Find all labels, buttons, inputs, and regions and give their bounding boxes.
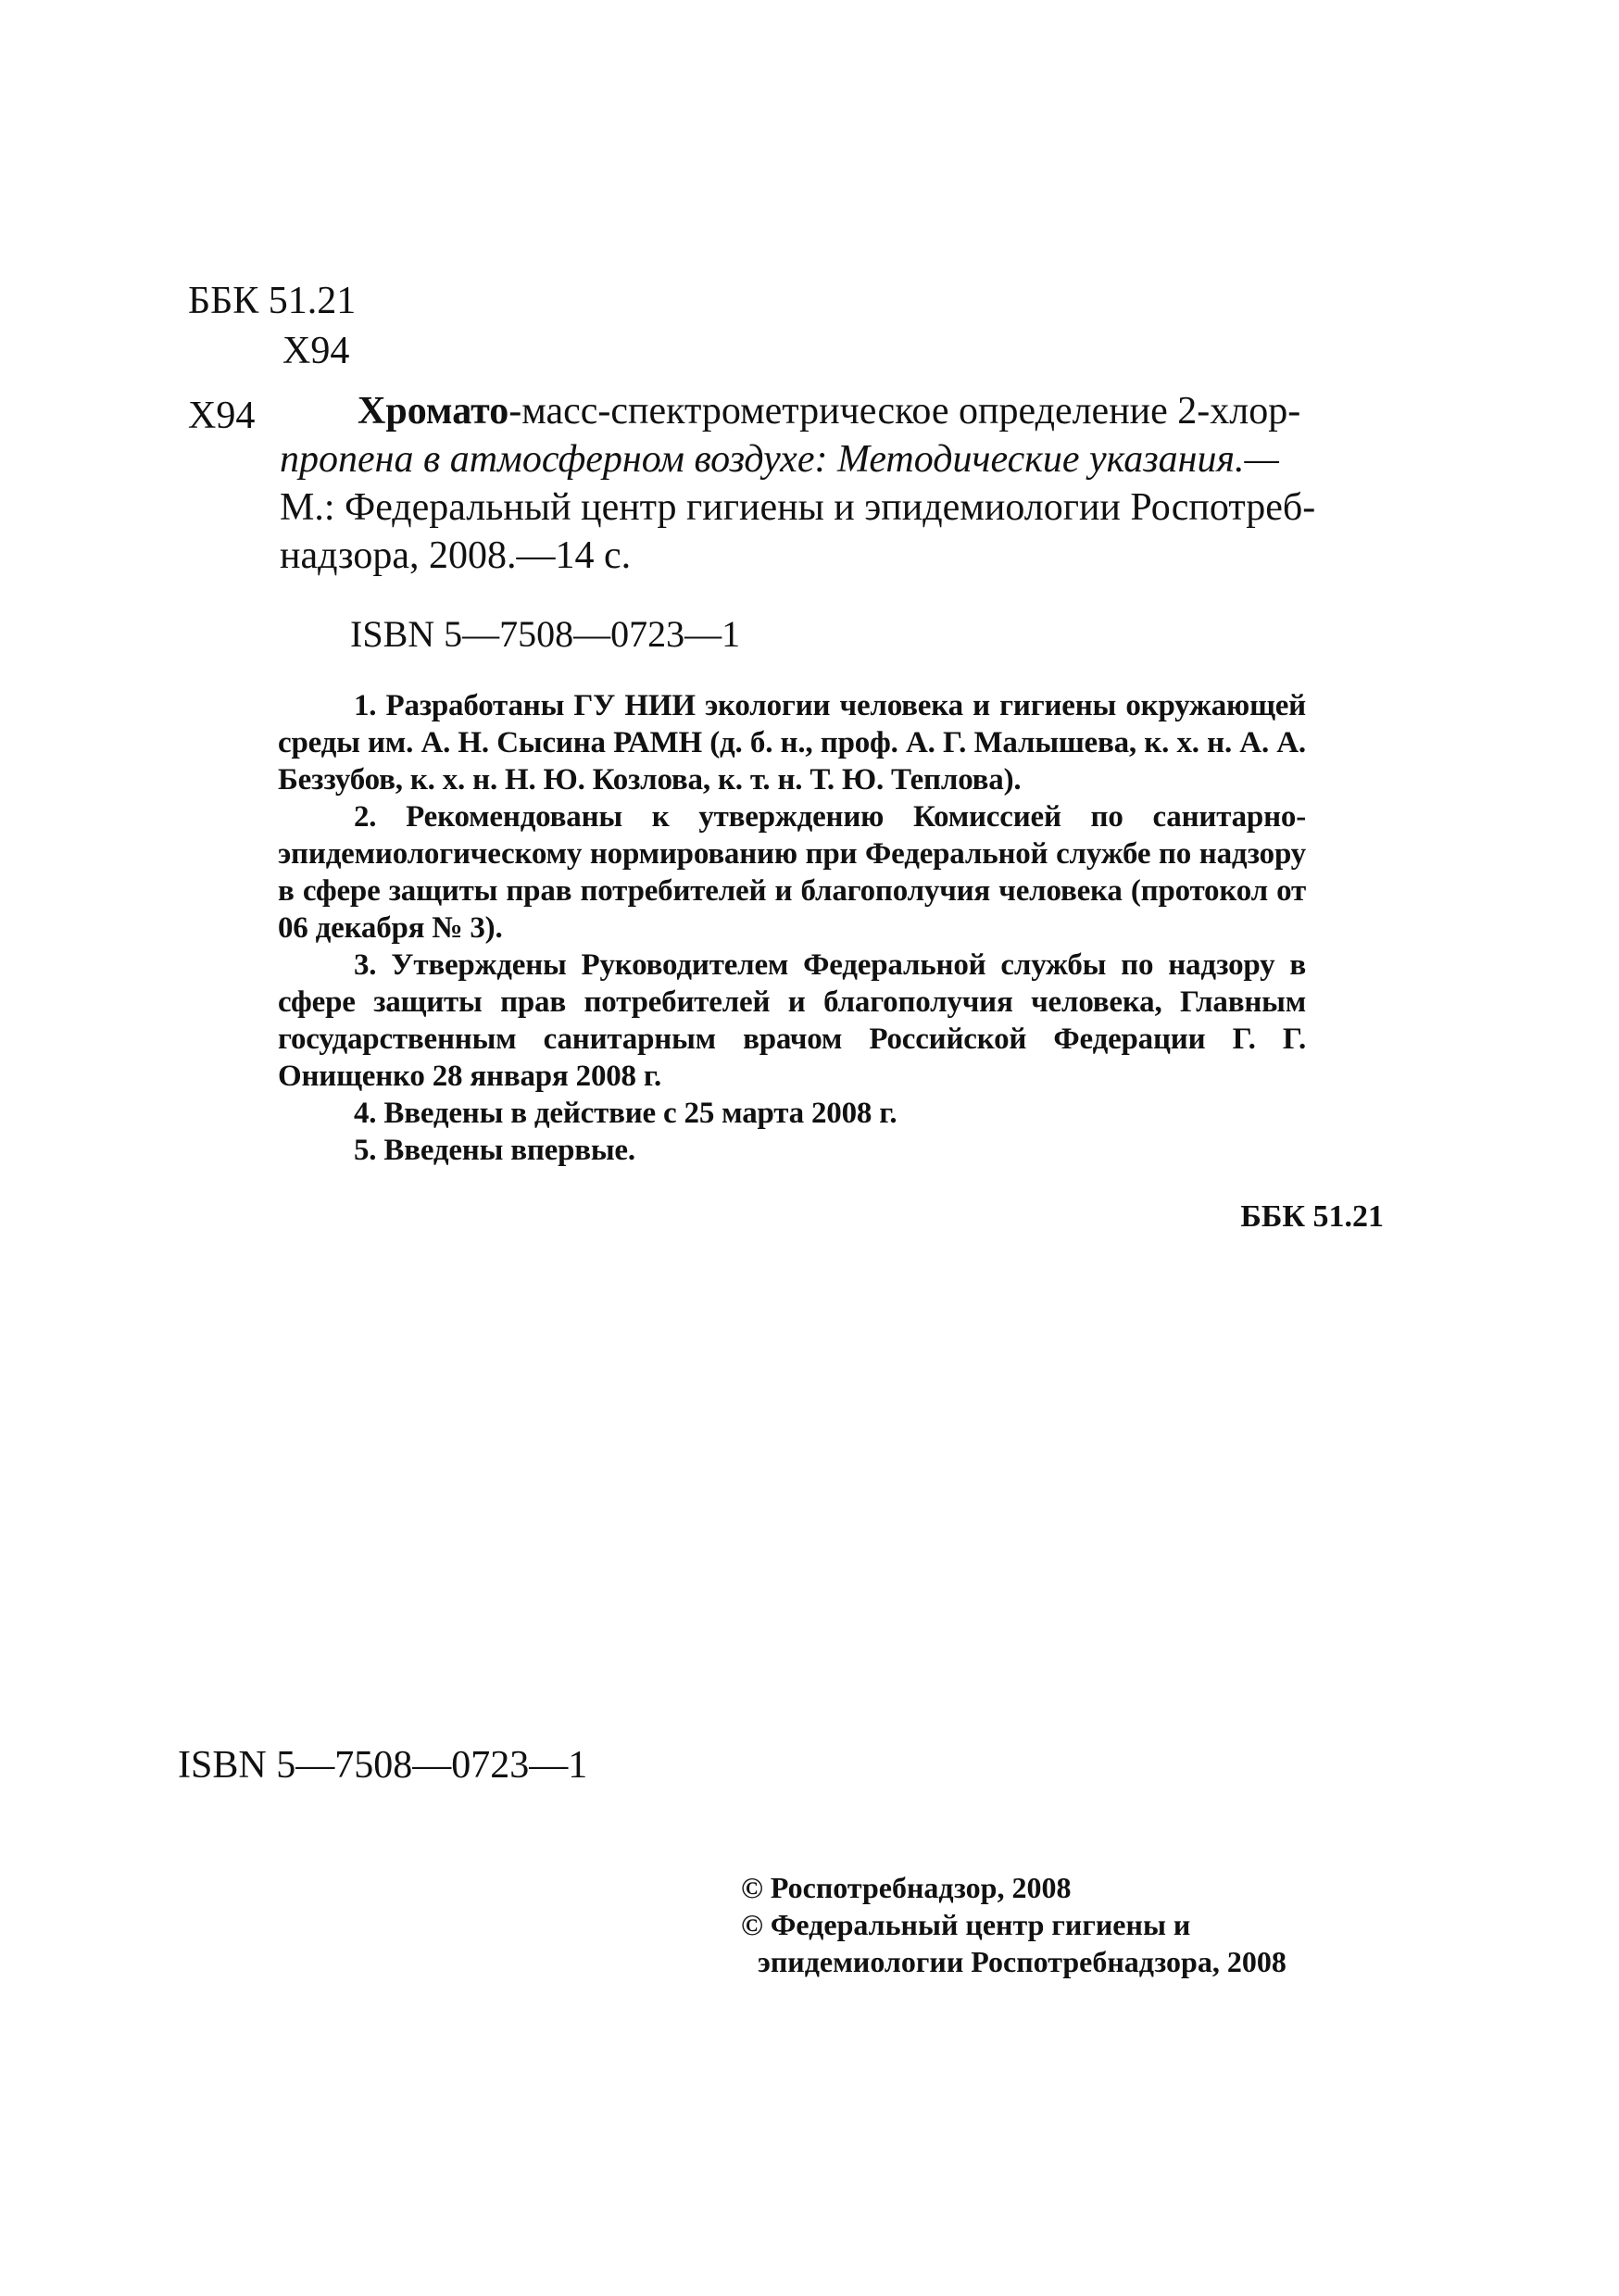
note-item: 5. Введены впервые.: [354, 1134, 635, 1167]
note-item: 1. Разработаны ГУ НИИ экологии человека и гигиены окружающей среды им. А. Н. Сысина РАМН (д. б. н., проф. А. Г. Малышева, к. х. н. А. А. Беззубов, к. х. н. Н. Ю. Козлова, к. т. н. Т. Ю. Теплова).: [278, 689, 1306, 797]
copyright-line: эпидемиологии Роспотребнадзора, 2008: [758, 1945, 1286, 1978]
note-item: 2. Рекомендованы к утверждению Комиссией по санитарно-эпидемиологическому нормированию при Федеральной службе по надзору в сфере защиты прав потребителей и благополучия человека (протокол от 06 декабря № 3).: [278, 800, 1306, 945]
entry-author-mark: Х94: [188, 395, 256, 437]
entry-line-4: надзора, 2008.—14 с.: [280, 534, 632, 577]
isbn-bottom: ISBN 5—7508—0723—1: [178, 1744, 588, 1787]
bibliographic-entry: [280, 387, 1316, 580]
note-item: 3. Утверждены Руководителем Федеральной службы по надзору в сфере защиты прав потребителей и благополучия человека, Главным государственным санитарным врачом Российской Федерации Г. Г. Онищенко 28 января 2008 г.: [278, 948, 1306, 1093]
bbk-index: ББК 51.21: [188, 280, 357, 322]
entry-line-2: пропена в атмосферном воздухе: Методические указания.—: [280, 438, 1279, 481]
note-item: 4. Введены в действие с 25 марта 2008 г.: [354, 1097, 897, 1130]
title-bold-word: Хромато: [358, 390, 509, 433]
title-line-1-rest: -масс-спектрометрическое определение 2-хлор-: [508, 390, 1301, 433]
copyright-line: © Федеральный центр гигиены и: [741, 1908, 1191, 1941]
bbk-classification-bottom: ББК 51.21: [1240, 1199, 1384, 1234]
entry-line-3: М.: Федеральный центр гигиены и эпидемиологии Роспотреб-: [280, 486, 1316, 529]
copyright-line: © Роспотребнадзор, 2008: [741, 1871, 1072, 1904]
bbk-classification-top: [188, 276, 356, 376]
copyright-block: [741, 1869, 1286, 1980]
author-mark: Х94: [282, 330, 350, 372]
entry-line-1: [350, 387, 1313, 435]
isbn-entry: ISBN 5—7508—0723—1: [350, 613, 741, 655]
publication-notes: [278, 687, 1306, 1169]
